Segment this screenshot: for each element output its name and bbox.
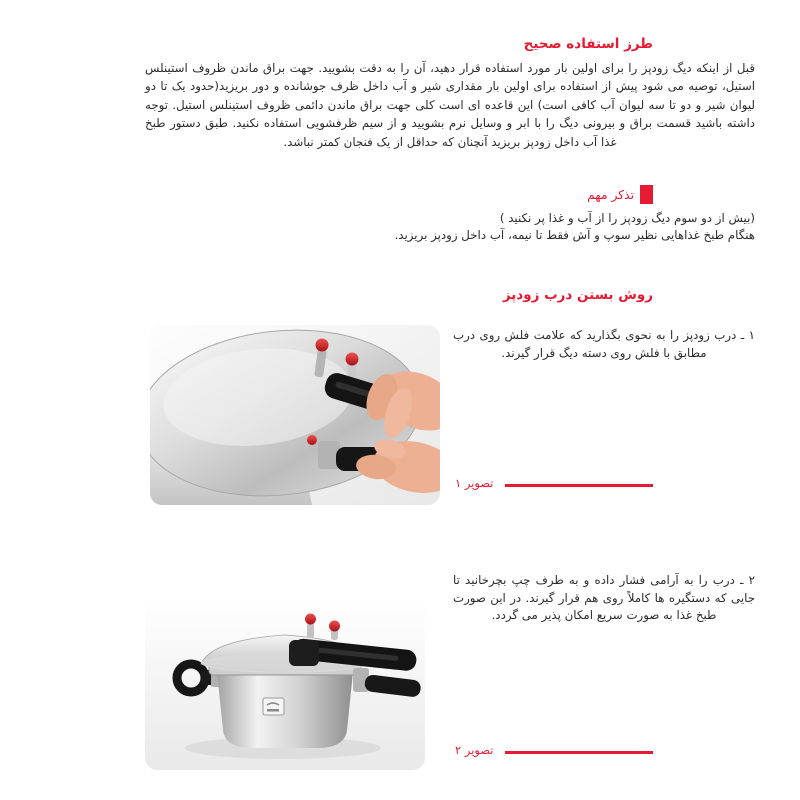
figure-1-illustration (150, 325, 440, 505)
closing-method-heading: روش بستن درب زودپز (502, 287, 653, 303)
figure-2-caption-rule (505, 751, 653, 754)
figure-1-photo (150, 325, 440, 505)
notice-line-2: هنگام طبخ غذاهایی نظیر سوپ و آش فقط تا نیمه، آب داخل زودپز بریزید. (394, 228, 755, 242)
brand-logo (263, 698, 284, 715)
step-1-text: ۱ ـ درب زودپز را به نحوی بگذارید که علامت فلش روی درب مطابق با فلش روی دسته دیگ قرار گیرند. (453, 328, 755, 360)
red-square-bullet-icon (640, 185, 653, 204)
notice-line-1: (بیش از دو سوم دیگ زودپز را از آب و غذا پر نکنید ) (499, 211, 755, 225)
usage-heading: طرز استفاده صحیح (523, 36, 653, 52)
figure-2-illustration (145, 598, 425, 770)
figure-1-caption: تصویر ۱ (455, 476, 494, 490)
step-2-text: ۲ ـ درب را به آرامی فشار داده و به طرف چپ بچرخانید تا جایی که دستگیره ها کاملاً روی هم قرار گیرند. در این صورت طبخ غذا به صورت سریع امکان پذیر می گردد. (453, 573, 755, 623)
important-notice-heading (587, 185, 653, 204)
pot-body (209, 664, 361, 748)
figure-2-photo (145, 598, 425, 770)
figure-2-caption: تصویر ۲ (455, 743, 494, 757)
usage-paragraph: قبل از اینکه دیگ زودپز را برای اولین بار مورد استفاده قرار دهید، آن را به دقت بشویید. جهت براق ماندن ظروف استینلس استیل، توصیه می شود پیش از استفاده برای اولین بار مقداری شیر و آب داخل ظرف جوشانده و دور بریزید(حدود یک تا دو لیوان شیر و دو تا سه لیوان آب کافی است) این قاعده ای است کلی جهت براق ماندن دائمی ظروف استینلس استیل. توجه داشته باشید قسمت براق و بیرونی دیگ را با ابر و وسایل نرم بشویید و از سیم ظرفشویی استفاده نکنید. طبق دستور طبخ غذا آب داخل زودپز بریزید آنچنان که حداقل از یک فنجان کمتر نباشد. (145, 61, 755, 149)
important-notice-label: تذکر مهم (587, 187, 634, 202)
figure-1-caption-rule (505, 484, 653, 487)
